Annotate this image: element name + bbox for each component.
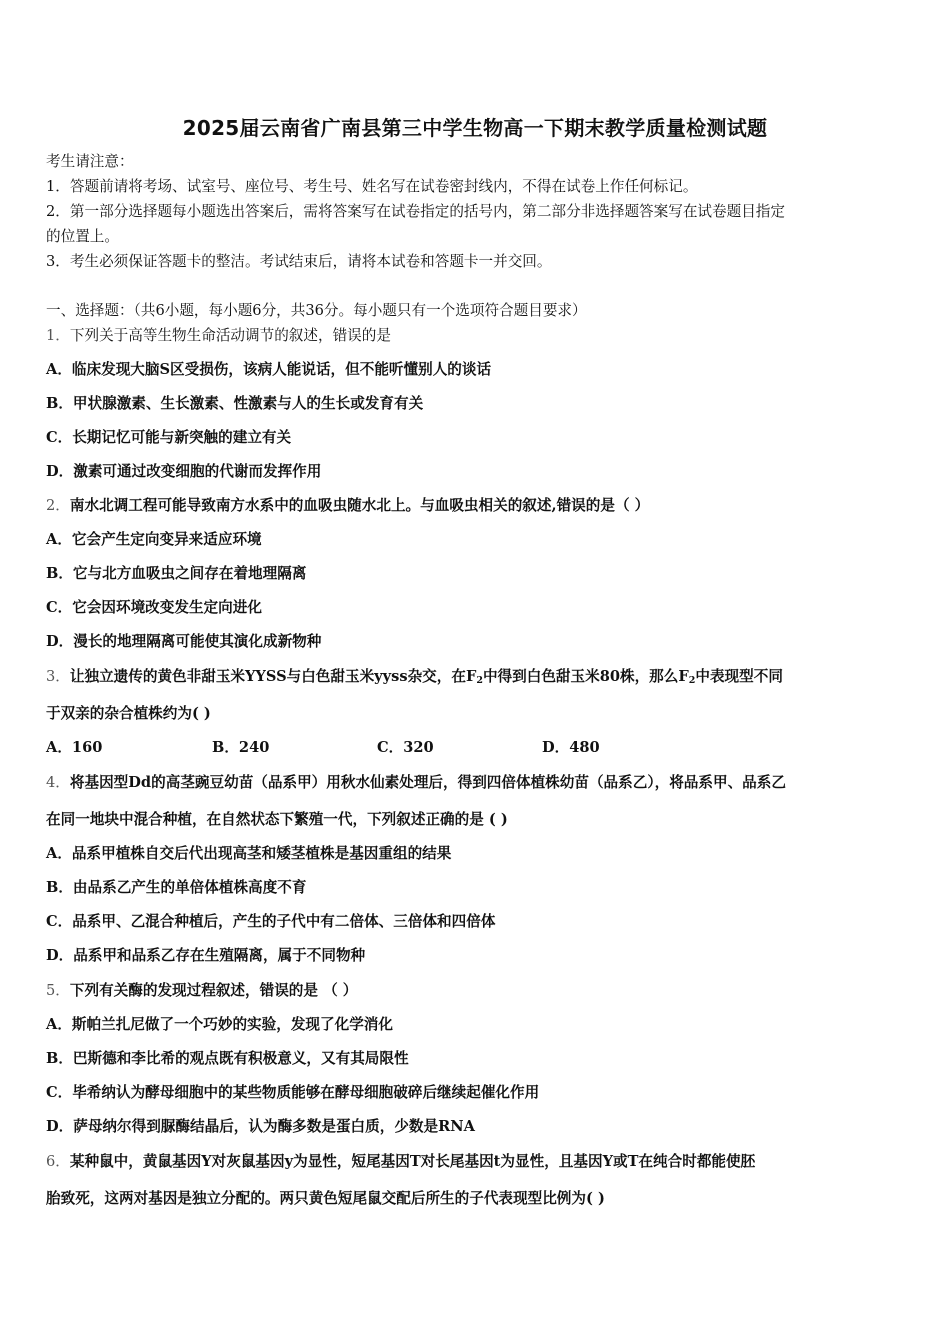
question-text: 南水北调工程可能导致南方水系中的血吸虫随水北上。与血吸虫相关的叙述,错误的是（ ） <box>69 497 650 514</box>
notice-item: 2．第一部分选择题每小题选出答案后，需将答案写在试卷指定的括号内，第二部分非选择题答案写在试卷题目指定 <box>46 203 785 220</box>
question-3-option-d: D．480 <box>542 739 600 756</box>
section-heading: 一、选择题：（共6小题，每小题6分，共36分。每小题只有一个选项符合题目要求） <box>46 302 587 319</box>
question-3-option-b: B．240 <box>212 739 270 756</box>
question-2-option-a: A．它会产生定向变异来适应环境 <box>46 531 262 548</box>
question-3-option-a: A．160 <box>46 739 103 756</box>
question-5-option-d: D．萨母纳尔得到脲酶结晶后，认为酶多数是蛋白质，少数是RNA <box>46 1118 475 1135</box>
question-4-option-b: B．由品系乙产生的单倍体植株高度不育 <box>46 879 307 896</box>
notice-item: 1．答题前请将考场、试室号、座位号、考生号、姓名写在试卷密封线内，不得在试卷上作任何标记。 <box>46 178 698 195</box>
question-text: 某种鼠中，黄鼠基因Y对灰鼠基因y为显性，短尾基因T对长尾基因t为显性，且基因Y或T在纯合时都能使胚 <box>69 1153 756 1170</box>
question-number: 4． <box>46 774 70 791</box>
question-2-option-c: C．它会因环境改变发生定向进化 <box>46 599 262 616</box>
question-1-option-d: D．激素可通过改变细胞的代谢而发挥作用 <box>46 463 322 480</box>
question-4-option-a: A．品系甲植株自交后代出现高茎和矮茎植株是基因重组的结果 <box>46 845 452 862</box>
question-1-option-a: A．临床发现大脑S区受损伤，该病人能说话，但不能听懂别人的谈话 <box>46 361 492 378</box>
question-number: 2． <box>46 497 70 514</box>
question-text: 下列有关酶的发现过程叙述，错误的是 （ ） <box>69 982 358 999</box>
question-1-option-b: B．甲状腺激素、生长激素、性激素与人的生长或发育有关 <box>46 395 424 412</box>
question-2-stem <box>46 496 649 516</box>
subscript: 2 <box>688 675 696 686</box>
question-6-stem <box>46 1152 755 1172</box>
question-5-option-c: C．毕希纳认为酵母细胞中的某些物质能够在酵母细胞破碎后继续起催化作用 <box>46 1084 540 1101</box>
notice-item: 的位置上。 <box>46 228 119 245</box>
question-2-option-d: D．漫长的地理隔离可能使其演化成新物种 <box>46 633 322 650</box>
question-4-stem-line2: 在同一地块中混合种植，在自然状态下繁殖一代，下列叙述正确的是 ( ) <box>46 811 508 828</box>
question-number: 6． <box>46 1153 70 1170</box>
page-title: 2025届云南省广南县第三中学生物高一下期末教学质量检测试题 <box>182 116 768 140</box>
question-1-option-c: C．长期记忆可能与新突触的建立有关 <box>46 429 292 446</box>
question-2-option-b: B．它与北方血吸虫之间存在着地理隔离 <box>46 565 307 582</box>
notice-heading: 考生请注意： <box>46 153 134 170</box>
question-4-option-c: C．品系甲、乙混合种植后，产生的子代中有二倍体、三倍体和四倍体 <box>46 913 496 930</box>
question-5-option-b: B．巴斯德和李比希的观点既有积极意义，又有其局限性 <box>46 1050 409 1067</box>
question-3-stem <box>46 667 783 691</box>
subscript: 2 <box>476 675 483 686</box>
question-5-option-a: A．斯帕兰扎尼做了一个巧妙的实验，发现了化学消化 <box>46 1016 393 1033</box>
question-text: 将基因型Dd的高茎豌豆幼苗（品系甲）用秋水仙素处理后，得到四倍体植株幼苗（品系乙），将品系甲、品系乙 <box>69 774 786 791</box>
question-3-stem-line2: 于双亲的杂合植株约为( ) <box>46 705 211 722</box>
question-5-stem <box>46 981 357 1001</box>
question-number: 3． <box>46 668 70 685</box>
question-text: 中表现型不同 <box>695 668 783 685</box>
notice-item: 3．考生必须保证答题卡的整洁。考试结束后，请将本试卷和答题卡一并交回。 <box>46 253 552 270</box>
question-number: 5． <box>46 982 70 999</box>
question-4-option-d: D．品系甲和品系乙存在生殖隔离，属于不同物种 <box>46 947 366 964</box>
question-text: 下列关于高等生物生命活动调节的叙述，错误的是 <box>69 327 391 344</box>
question-3-option-c: C．320 <box>377 739 434 756</box>
question-1-stem <box>46 326 391 346</box>
question-number: 1． <box>46 327 70 344</box>
question-text: 中得到白色甜玉米80株，那么F <box>482 668 689 685</box>
question-text: 让独立遗传的黄色非甜玉米YYSS与白色甜玉米yyss杂交，在F <box>69 668 477 685</box>
question-6-stem-line2: 胎致死，这两对基因是独立分配的。两只黄色短尾鼠交配后所生的子代表现型比例为( ) <box>46 1190 605 1207</box>
question-4-stem <box>46 773 786 793</box>
